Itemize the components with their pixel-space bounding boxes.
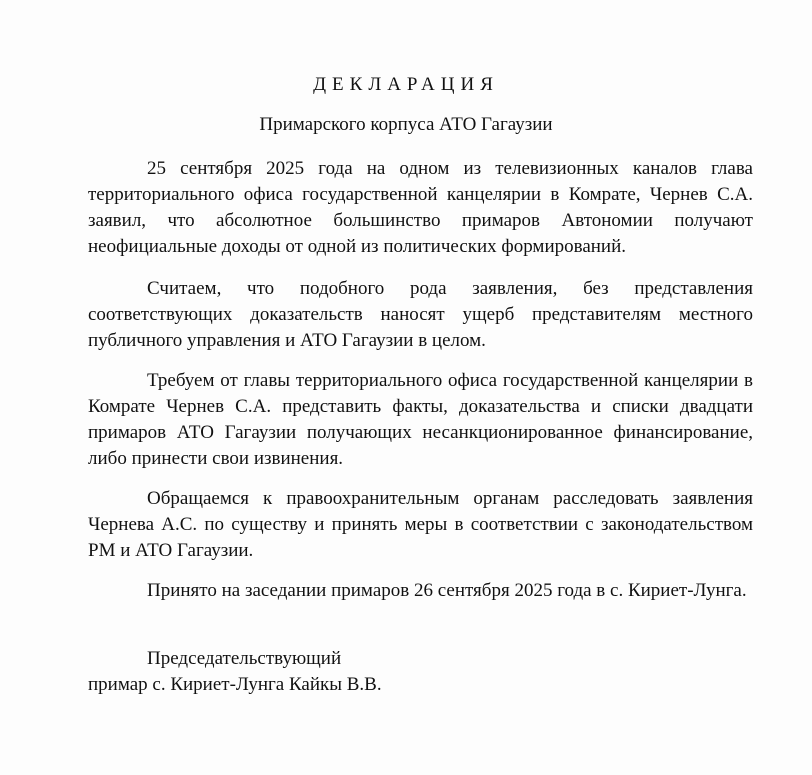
signature-block — [88, 646, 382, 698]
paragraph-position: Считаем, что подобного рода заявления, без представления соответствующих доказательств наносят ущерб представителям местного публичного управления и АТО Гагаузии в целом. — [88, 278, 753, 351]
paragraph-appeal: Обращаемся к правоохранительным органам расследовать заявления Чернева А.С. по существу и принять меры в соответствии с законодательством РМ и АТО Гагаузии. — [88, 488, 753, 561]
signature-role: Председательствующий — [147, 648, 342, 669]
paragraph-adopted: Принято на заседании примаров 26 сентября 2025 года в с. Кириет-Лунга. — [147, 580, 747, 601]
document-title: ДЕКЛАРАЦИЯ — [313, 74, 499, 95]
signature-name: примар с. Кириет-Лунга Кайкы В.В. — [88, 674, 382, 695]
paragraph-demand: Требуем от главы территориального офиса государственной канцелярии в Комрате Чернев С.А. представить факты, доказательства и списки двадцати примаров АТО Гагаузии получающих несанкционированное финансирование, либо принести свои извинения. — [88, 370, 753, 469]
paragraph-statement: 25 сентября 2025 года на одном из телевизионных каналов глава территориального офиса государственной канцелярии в Комрате, Чернев С.А. заявил, что абсолютное большинство примаров Автономии получают неофициальные доходы от одной из политических формирований. — [88, 158, 753, 257]
document-subtitle: Примарского корпуса АТО Гагаузии — [259, 114, 553, 135]
